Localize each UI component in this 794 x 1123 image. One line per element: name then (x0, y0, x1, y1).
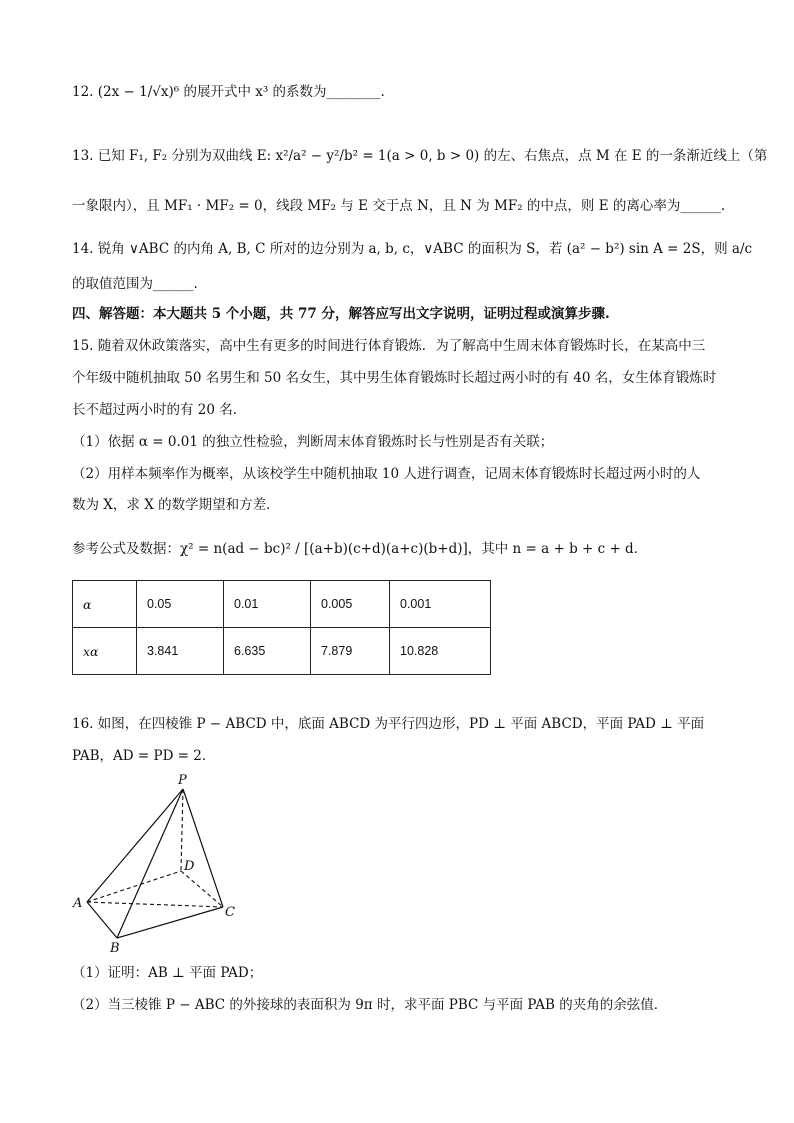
pyramid-figure (70, 770, 250, 960)
question-15-line3: 长不超过两小时的有 20 名． (72, 402, 247, 418)
question-15-line1: 15. 随着双休政策落实，高中生有更多的时间进行体育锻炼．为了解高中生周末体育锻炼时长，在某高中三 (72, 338, 706, 354)
label-p: P (178, 773, 187, 788)
table-row (73, 628, 491, 675)
edge-pd (181, 789, 183, 871)
table-cell: α (73, 581, 137, 628)
edge-pb (117, 789, 183, 938)
section-heading: 四、解答题：本大题共 5 个小题，共 77 分，解答应写出文字说明，证明过程或演算步骤. (72, 306, 610, 322)
table-cell: 0.005 (311, 581, 390, 628)
table-cell: 0.001 (390, 581, 491, 628)
edge-ac (87, 902, 223, 907)
question-16-line1: 16. 如图，在四棱锥 P − ABCD 中，底面 ABCD 为平行四边形，PD ⊥ 平面 ABCD，平面 PAD ⊥ 平面 (72, 716, 705, 732)
question-15-line2: 个年级中随机抽取 50 名男生和 50 名女生，其中男生体育锻炼时长超过两小时的有 40 名，女生体育锻炼时 (72, 370, 717, 386)
question-15-part2-line2: 数为 X，求 X 的数学期望和方差． (72, 497, 280, 513)
question-12: 12. (2x − 1/√x)⁶ 的展开式中 x³ 的系数为________. (72, 84, 385, 100)
reference-formula: 参考公式及数据：χ² = n(ad − bc)² / [(a+b)(c+d)(a+c)(b+d)]，其中 n = a + b + c + d． (72, 541, 648, 557)
table-cell: 0.01 (224, 581, 311, 628)
question-16-part2: （2）当三棱锥 P − ABC 的外接球的表面积为 9π 时，求平面 PBC 与平面 PAB 的夹角的余弦值． (72, 997, 668, 1013)
table-cell: 10.828 (390, 628, 491, 675)
table-cell: 3.841 (137, 628, 224, 675)
label-d: D (184, 859, 195, 874)
question-14-line2: 的取值范围为______. (72, 276, 198, 292)
label-b: B (110, 941, 120, 956)
edge-pa (87, 789, 183, 902)
edge-ad (87, 871, 181, 902)
table-cell: 6.635 (224, 628, 311, 675)
label-a: A (73, 896, 83, 911)
edge-ab (87, 902, 117, 938)
table-cell: 0.05 (137, 581, 224, 628)
label-c: C (225, 905, 235, 920)
question-13-line2: 一象限内），且 MF₁ · MF₂ = 0，线段 MF₂ 与 E 交于点 N，且 N 为 MF₂ 的中点，则 E 的离心率为______. (72, 198, 726, 214)
critical-value-table (72, 580, 491, 675)
question-14-line1: 14. 锐角 ∨ABC 的内角 A, B, C 所对的边分别为 a, b, c，∨ABC 的面积为 S，若 (a² − b²) sin A = 2S，则 a/c (72, 241, 753, 257)
table-cell: xα (73, 628, 137, 675)
question-15-part1: （1）依据 α = 0.01 的独立性检验，判断周末体育锻炼时长与性别是否有关联； (72, 434, 554, 450)
question-16-line2: PAB，AD = PD = 2． (72, 748, 216, 764)
question-13-line1: 13. 已知 F₁, F₂ 分别为双曲线 E: x²/a² − y²/b² = 1(a > 0, b > 0) 的左、右焦点，点 M 在 E 的一条渐近线上（第 (72, 148, 768, 164)
edge-bc (117, 907, 223, 938)
table-row (73, 581, 491, 628)
question-16-part1: （1）证明：AB ⊥ 平面 PAD； (72, 965, 263, 981)
question-15-part2-line1: （2）用样本频率作为概率，从该校学生中随机抽取 10 人进行调查，记周末体育锻炼时长超过两小时的人 (72, 466, 701, 482)
table-cell: 7.879 (311, 628, 390, 675)
